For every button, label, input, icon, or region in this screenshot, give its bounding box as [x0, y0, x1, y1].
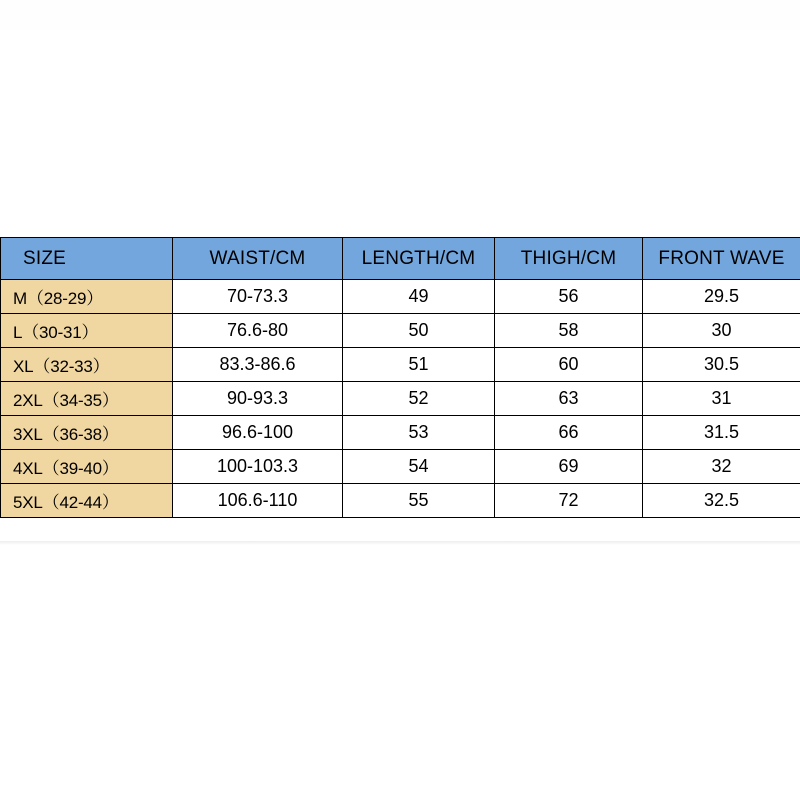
cell-thigh: 56 — [495, 280, 643, 314]
cell-waist: 96.6-100 — [173, 416, 343, 450]
cell-front-wave: 32 — [643, 450, 800, 484]
cell-length: 52 — [343, 382, 495, 416]
table-row — [1, 416, 800, 450]
cell-size: L（30-31） — [1, 314, 173, 348]
top-blank-area — [0, 0, 800, 30]
cell-thigh: 63 — [495, 382, 643, 416]
cell-thigh: 60 — [495, 348, 643, 382]
table-header — [1, 238, 800, 280]
column-header-length: LENGTH/CM — [343, 238, 495, 280]
cell-thigh: 66 — [495, 416, 643, 450]
size-chart-table — [0, 237, 800, 518]
table-row — [1, 348, 800, 382]
cell-front-wave: 30.5 — [643, 348, 800, 382]
column-header-size: SIZE — [1, 238, 173, 280]
table-row — [1, 484, 800, 518]
cell-length: 49 — [343, 280, 495, 314]
table-row — [1, 314, 800, 348]
cell-waist: 100-103.3 — [173, 450, 343, 484]
cell-size: 4XL（39-40） — [1, 450, 173, 484]
column-header-waist: WAIST/CM — [173, 238, 343, 280]
cell-size: 3XL（36-38） — [1, 416, 173, 450]
table-row — [1, 280, 800, 314]
cell-thigh: 58 — [495, 314, 643, 348]
cell-waist: 106.6-110 — [173, 484, 343, 518]
cell-waist: 90-93.3 — [173, 382, 343, 416]
cell-size: M（28-29） — [1, 280, 173, 314]
column-header-front-wave: FRONT WAVE — [643, 238, 800, 280]
cell-front-wave: 31.5 — [643, 416, 800, 450]
cell-waist: 70-73.3 — [173, 280, 343, 314]
table-row — [1, 382, 800, 416]
cell-waist: 83.3-86.6 — [173, 348, 343, 382]
cell-length: 53 — [343, 416, 495, 450]
cell-front-wave: 29.5 — [643, 280, 800, 314]
cell-thigh: 69 — [495, 450, 643, 484]
cell-waist: 76.6-80 — [173, 314, 343, 348]
cell-length: 55 — [343, 484, 495, 518]
table-bottom-shadow — [0, 541, 800, 545]
cell-length: 50 — [343, 314, 495, 348]
cell-thigh: 72 — [495, 484, 643, 518]
table-row — [1, 450, 800, 484]
cell-size: 5XL（42-44） — [1, 484, 173, 518]
cell-front-wave: 31 — [643, 382, 800, 416]
cell-front-wave: 30 — [643, 314, 800, 348]
column-header-thigh: THIGH/CM — [495, 238, 643, 280]
cell-front-wave: 32.5 — [643, 484, 800, 518]
cell-size: 2XL（34-35） — [1, 382, 173, 416]
table-body — [1, 280, 800, 518]
cell-length: 51 — [343, 348, 495, 382]
cell-length: 54 — [343, 450, 495, 484]
header-row — [1, 238, 800, 280]
cell-size: XL（32-33） — [1, 348, 173, 382]
